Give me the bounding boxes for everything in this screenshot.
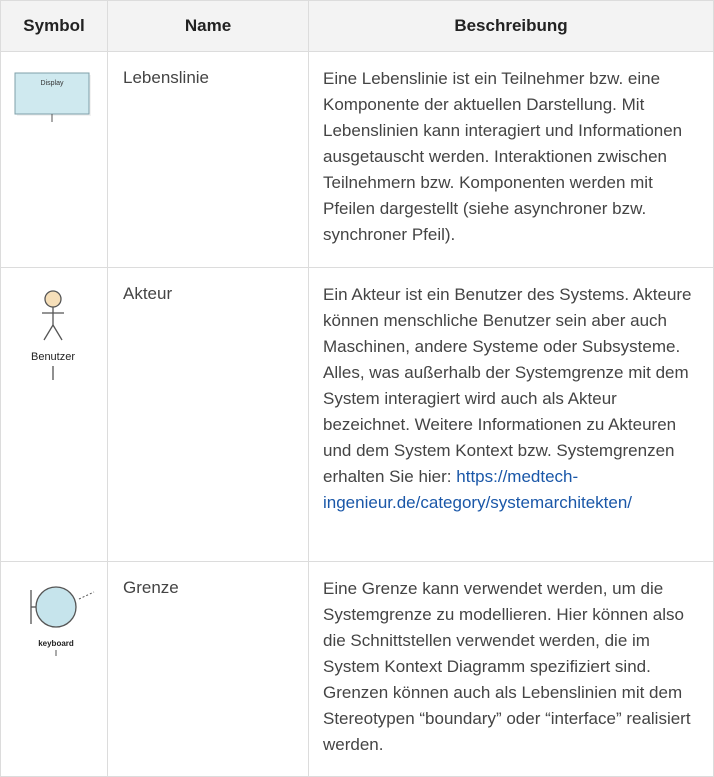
row-description <box>309 268 714 562</box>
boundary-icon <box>1 562 107 771</box>
boundary-label: keyboard <box>38 639 74 648</box>
row-name: Akteur <box>108 268 309 562</box>
row-name: Grenze <box>108 562 309 777</box>
lifeline-icon <box>1 52 107 262</box>
table-row <box>1 268 714 562</box>
actor-label: Benutzer <box>30 351 76 363</box>
symbol-cell <box>1 562 108 777</box>
lifeline-label: Display <box>40 80 64 87</box>
row-name: Lebenslinie <box>108 52 309 268</box>
header-symbol: Symbol <box>1 1 108 52</box>
description-text: Ein Akteur ist ein Benutzer des Systems. Akteure können menschliche Benutzer sein aber auch Maschinen, andere Systeme oder Subsysteme. Alles, was außerhalb der Systemgrenze mit dem System interagiert wird auch als Akteur bezeichnet. Weitere Informationen zu Akteuren und dem System Kontext bzw. Systemgrenzen erhalten Sie hier: <box>323 285 692 486</box>
symbol-cell <box>1 268 108 562</box>
row-description: Eine Lebenslinie ist ein Teilnehmer bzw. eine Komponente der aktuellen Darstellung. Mit Lebenslinien kann interagiert und Informationen ausgetauscht werden. Interaktionen zwischen Teilnehmern bzw. Komponenten werden mit Pfeilen dargestellt (siehe asynchroner bzw. synchroner Pfeil). <box>309 52 714 268</box>
row-description: Eine Grenze kann verwendet werden, um die Systemgrenze zu modellieren. Hier können also die Schnittstellen verwendet werden, die im System Kontext Diagramm spezifiziert sind. Grenzen können auch als Lebenslinien mit dem Stereotypen “boundary” oder “interface” realisiert werden. <box>309 562 714 777</box>
actor-icon <box>1 268 107 556</box>
table-row <box>1 562 714 777</box>
systemarchitekten-link[interactable]: https://medtech-ingenieur.de/category/systemarchitekten/ <box>323 467 633 512</box>
header-row <box>1 1 714 52</box>
header-description: Beschreibung <box>309 1 714 52</box>
header-name: Name <box>108 1 309 52</box>
table-row <box>1 52 714 268</box>
symbol-cell <box>1 52 108 268</box>
